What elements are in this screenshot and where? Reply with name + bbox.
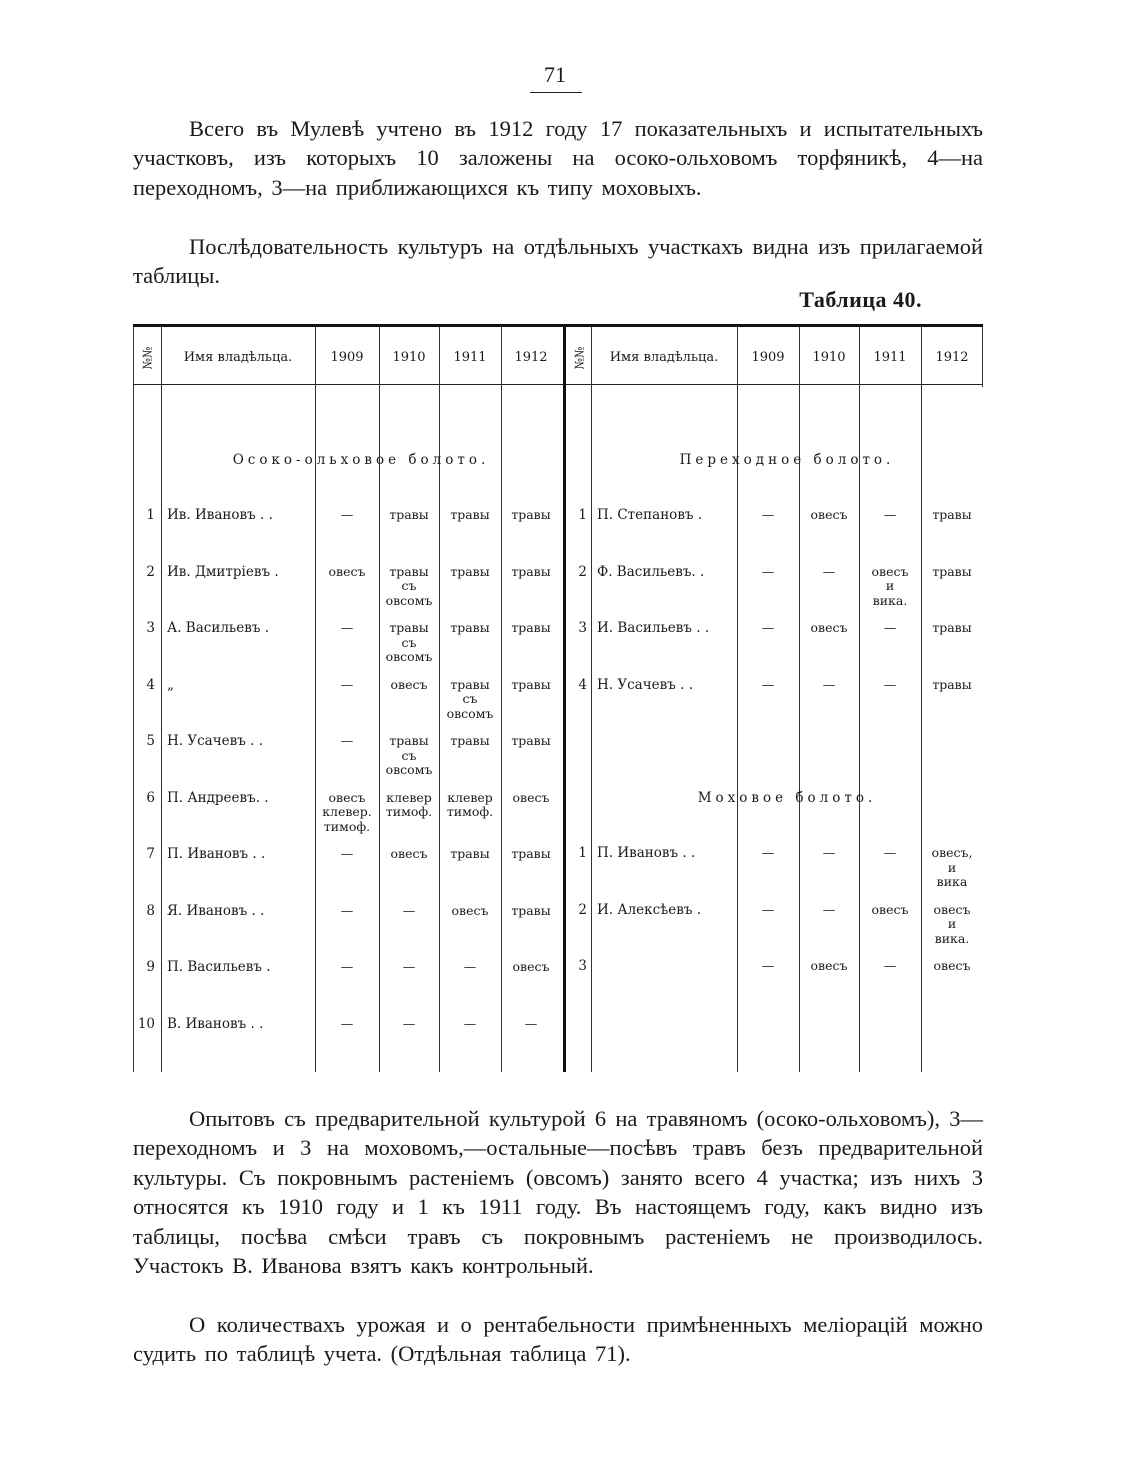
crop-sequence-table [133,324,983,1072]
sedge-alder-row-3-owner: А. Васильевъ . [167,620,270,636]
transitional-row-4-y1909: — [761,676,775,692]
transitional-row-3-y1912: травы [932,620,972,635]
sedge-alder-row-1-owner: Ив. Ивановъ . . [167,507,273,523]
sedge-alder-row-3-y1912: травы [511,620,551,635]
sedge-alder-row-3-num: 3 [146,620,155,636]
section-title-sedge-alder: Осоко-ольховое болото. [232,452,490,468]
transitional-row-3-y1910: овесъ [810,620,848,635]
sedge-alder-row-7-owner: П. Ивановъ . . [167,846,266,862]
sedge-alder-row-8-y1911: овесъ [451,902,489,918]
sedge-alder-row-9-y1911: — [463,959,477,974]
transitional-row-4-y1912: травы [932,676,972,692]
sedge-alder-row-9-y1910: — [402,959,416,974]
sedge-alder-row-9-y1912: овесъ [512,959,550,974]
sedge-alder-row-4-owner: „ [167,676,174,693]
sedge-alder-row-5-num: 5 [146,733,155,749]
sedge-alder-row-6-y1910: клевер тимоф. [385,789,433,819]
section-title-transitional: Переходное болото. [679,452,895,468]
sedge-alder-row-10-num: 10 [137,1015,155,1032]
table-column-rule [161,327,162,1072]
transitional-row-4-owner: Н. Усачевъ . . [597,676,693,693]
sedge-alder-row-5-y1912: травы [511,733,551,748]
moss-row-3-num: 3 [578,958,587,974]
sequence-paragraph: Послѣдовательность культуръ на отдѣльныхъ участкахъ видна изъ прилагаемой таблицы. [133,234,983,289]
moss-row-3-y1911: — [883,958,897,973]
table-column-rule [133,327,134,1072]
moss-row-2-y1912: овесъ и вика. [933,901,971,946]
sedge-alder-row-4-y1912: травы [511,676,551,692]
right-header-year-1909: 1909 [751,350,785,365]
page-number-rule [530,92,582,93]
transitional-row-3-y1911: — [883,620,897,635]
moss-row-2-owner: И. Алексѣевъ . [597,901,702,918]
page-number: 71 [544,62,566,87]
left-header-year-1909: 1909 [330,350,364,365]
moss-row-1-y1909: — [761,845,775,860]
sedge-alder-row-8-num: 8 [146,902,155,919]
right-header-num [568,336,590,380]
transitional-row-4-y1911: — [883,676,897,692]
left-header-year-1910: 1910 [392,350,426,365]
sedge-alder-row-10-y1912: — [524,1015,538,1031]
right-header-year-1910: 1910 [812,350,846,365]
sedge-alder-row-10-y1909: — [340,1015,354,1031]
table-column-rule [591,327,592,1072]
right-header-year-1911: 1911 [873,350,907,365]
table-caption: Таблица 40. [799,287,922,312]
moss-row-1-owner: П. Ивановъ . . [597,845,696,861]
transitional-row-4-num: 4 [578,676,587,693]
sedge-alder-row-4-y1911: травы съ овсомъ [446,676,494,721]
transitional-row-1-y1910: овесъ [810,507,848,522]
sedge-alder-row-8-y1912: травы [511,902,551,918]
moss-row-1-num: 1 [578,845,587,861]
sedge-alder-row-9-num: 9 [146,959,155,975]
sedge-alder-row-6-y1911: клевер тимоф. [446,789,494,819]
sedge-alder-row-8-owner: Я. Ивановъ . . [167,902,265,919]
sedge-alder-row-7-y1909: — [340,846,354,861]
intro-paragraph: Всего въ Мулевѣ учтено въ 1912 году 17 показательныхъ и испытательныхъ участковъ, изъ которыхъ 10 заложены на осоко-ольховомъ торфяникѣ, 4—на переходномъ, 3—на приближающихся къ типу моховыхъ. [133,116,983,200]
sedge-alder-row-2-y1911: травы [450,563,490,579]
transitional-row-3-owner: И. Васильевъ . . [597,620,710,636]
sedge-alder-row-6-owner: П. Андреевъ. . [167,789,269,806]
transitional-row-1-owner: П. Степановъ . [597,507,703,523]
sedge-alder-row-4-y1910: овесъ [390,676,428,692]
sedge-alder-row-7-num: 7 [146,846,155,862]
sedge-alder-row-7-y1911: травы [450,846,490,861]
sedge-alder-row-10-y1911: — [463,1015,477,1031]
sedge-alder-row-8-y1909: — [340,902,354,918]
sedge-alder-row-7-y1910: овесъ [390,846,428,861]
left-header-year-1911: 1911 [453,350,487,365]
sedge-alder-row-10-y1910: — [402,1015,416,1031]
transitional-row-1-num: 1 [578,507,587,523]
transitional-row-2-y1910: — [822,563,836,579]
sedge-alder-row-10-owner: В. Ивановъ . . [167,1015,264,1032]
sedge-alder-row-5-owner: Н. Усачевъ . . [167,733,263,749]
transitional-row-2-num: 2 [578,563,587,580]
experiments-paragraph: Опытовъ съ предварительной культурой 6 на травяномъ (осоко-ольховомъ), 3—переходномъ и 3 на моховомъ,—остальные—посѣвъ травъ безъ предварительной культуры. Съ покровнымъ растеніемъ (овсомъ) занято всего 4 участка; изъ нихъ 3 относятся къ 1910 году и 1 къ 1911 году. Въ настоящемъ году, какъ видно изъ таблицы, посѣва смѣси травъ съ покровнымъ растеніемъ не производилось. Участокъ В. Иванова взятъ какъ контрольный. [133,1106,983,1279]
right-header-owner: Имя владѣльца. [609,350,719,365]
left-header-year-1912: 1912 [514,350,548,365]
sedge-alder-row-1-y1912: травы [511,507,551,522]
transitional-row-1-y1909: — [761,507,775,522]
sedge-alder-row-3-y1911: травы [450,620,490,635]
sedge-alder-row-1-y1910: травы [389,507,429,522]
left-header-num-label: №№ [140,346,154,370]
sedge-alder-row-6-num: 6 [146,789,155,806]
yield-paragraph: О количествахъ урожая и о рентабельности примѣненныхъ меліорацій можно судить по таблицѣ учета. (Отдѣльная таблица 71). [133,1312,983,1367]
moss-row-3-y1909: — [761,958,775,973]
transitional-row-2-y1911: овесъ и вика. [871,563,909,608]
sedge-alder-row-2-y1910: травы съ овсомъ [385,563,433,608]
moss-row-2-y1910: — [822,901,836,917]
transitional-row-3-y1909: — [761,620,775,635]
section-title-moss: Моховое болото. [697,790,877,806]
table-header-rule [133,384,983,385]
transitional-row-1-y1912: травы [932,507,972,522]
table-top-rule [133,324,983,327]
sedge-alder-row-5-y1911: травы [450,733,490,748]
transitional-row-4-y1910: — [822,676,836,692]
moss-row-3-y1912: овесъ [933,958,971,973]
right-header-year-1912: 1912 [935,350,969,365]
sedge-alder-row-3-y1909: — [340,620,354,635]
sedge-alder-row-1-y1909: — [340,507,354,522]
moss-row-1-y1911: — [883,845,897,860]
sedge-alder-row-4-num: 4 [146,676,155,693]
sedge-alder-row-4-y1909: — [340,676,354,692]
sedge-alder-row-9-y1909: — [340,959,354,974]
moss-row-2-num: 2 [578,901,587,918]
right-header-num-label: №№ [572,346,586,370]
sedge-alder-row-2-num: 2 [146,563,155,580]
transitional-row-1-y1911: — [883,507,897,522]
sedge-alder-row-2-owner: Ив. Дмитріевъ . [167,563,279,580]
moss-row-3-y1910: овесъ [810,958,848,973]
sedge-alder-row-2-y1912: травы [511,563,551,579]
transitional-row-2-owner: Ф. Васильевъ. . [597,563,705,580]
sedge-alder-row-9-owner: П. Васильевъ . [167,959,271,975]
sedge-alder-row-8-y1910: — [402,902,416,918]
moss-row-2-y1911: овесъ [871,901,909,917]
moss-row-1-y1910: — [822,845,836,860]
sedge-alder-row-3-y1910: травы съ овсомъ [385,620,433,664]
sedge-alder-row-6-y1909: овесъ клевер. тимоф. [322,789,372,834]
moss-row-1-y1912: овесъ, и вика [931,845,973,889]
left-header-num [136,336,158,380]
sedge-alder-row-5-y1909: — [340,733,354,748]
table-column-rule [563,327,566,1072]
sedge-alder-row-7-y1912: травы [511,846,551,861]
transitional-row-2-y1909: — [761,563,775,579]
moss-row-2-y1909: — [761,901,775,917]
sedge-alder-row-1-num: 1 [146,507,155,523]
transitional-row-2-y1912: травы [932,563,972,579]
sedge-alder-row-5-y1910: травы съ овсомъ [385,733,433,777]
transitional-row-3-num: 3 [578,620,587,636]
sedge-alder-row-1-y1911: травы [450,507,490,522]
left-header-owner: Имя владѣльца. [183,350,293,365]
sedge-alder-row-2-y1909: овесъ [328,563,366,579]
sedge-alder-row-6-y1912: овесъ [512,789,550,805]
